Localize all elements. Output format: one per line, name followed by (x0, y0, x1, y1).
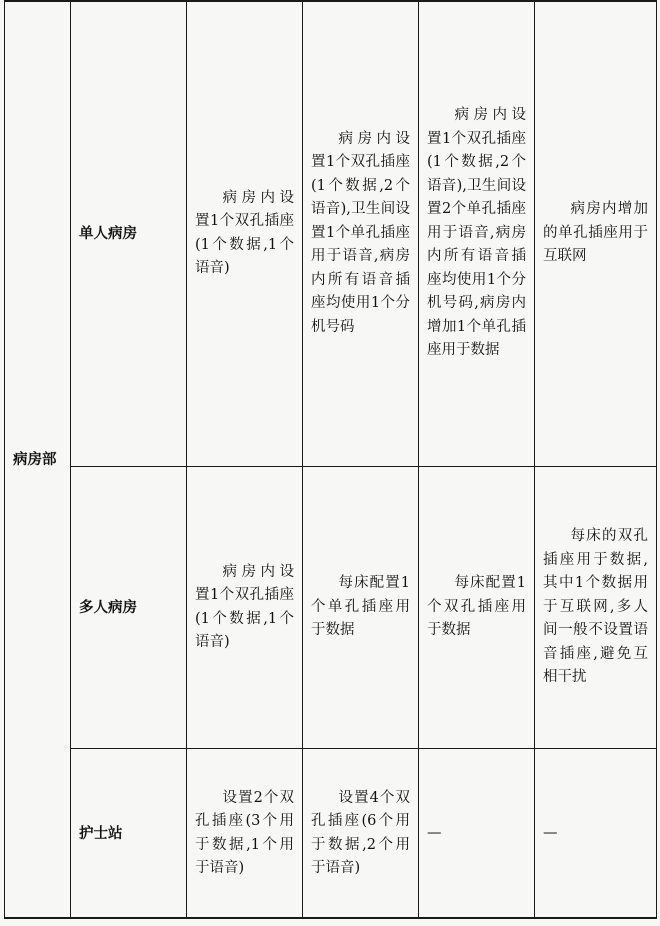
room-type-cell: 多人病房 (71, 467, 187, 749)
department-cell: 病房部 (5, 1, 71, 919)
table-cell: 每床配置1个单孔插座用于数据 (303, 467, 419, 749)
outlet-config-table (4, 0, 657, 919)
table-cell: 设置4个双孔插座(6个用于数据,2个用于语音) (303, 749, 419, 919)
table-cell: 病房内增加的单孔插座用于互联网 (535, 1, 657, 467)
table-cell-dash: — (419, 749, 535, 919)
table-cell: 病房内设置1个双孔插座(1个数据,1个语音) (187, 467, 303, 749)
table-cell: 设置2个双孔插座(3个用于数据,1个用于语音) (187, 749, 303, 919)
table-cell: 病房内设置1个双孔插座(1个数据,1个语音) (187, 1, 303, 467)
table-cell: 每床配置1个双孔插座用于数据 (419, 467, 535, 749)
table-row (5, 467, 657, 749)
table-cell-dash: — (535, 749, 657, 919)
table-row (5, 1, 657, 467)
table-cell: 病房内设置1个双孔插座(1个数据,2个语音),卫生间设置1个单孔插座用于语音,病房内所有语音插座均使用1个分机号码 (303, 1, 419, 467)
room-type-cell: 单人病房 (71, 1, 187, 467)
table-row (5, 749, 657, 919)
room-type-cell: 护士站 (71, 749, 187, 919)
table-cell: 病房内设置1个双孔插座(1个数据,2个语音),卫生间设置2个单孔插座用于语音,病房内所有语音插座均使用1个分机号码,病房内增加1个单孔插座用于数据 (419, 1, 535, 467)
table-bottom-rule (4, 917, 656, 919)
table-top-rule (4, 0, 656, 2)
table-cell: 每床的双孔插座用于数据,其中1个数据用于互联网,多人间一般不设置语音插座,避免互相干扰 (535, 467, 657, 749)
